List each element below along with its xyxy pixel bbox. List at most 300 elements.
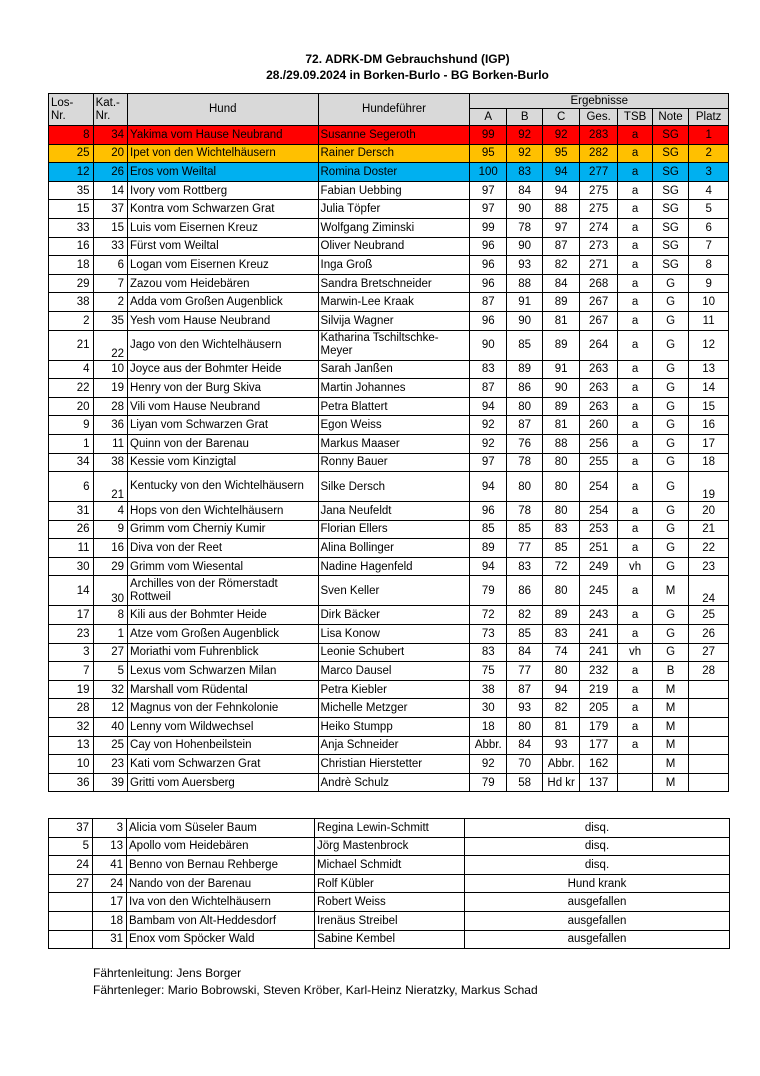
los-nr: 4 <box>49 360 94 379</box>
tsb: a <box>618 434 652 453</box>
hundefuehrer-name: Markus Maaser <box>318 434 470 453</box>
los-nr: 15 <box>49 200 94 219</box>
hundefuehrer-name: Dirk Bäcker <box>318 606 470 625</box>
header-kat: Kat.- Nr. <box>93 94 127 126</box>
score-a: 94 <box>470 397 506 416</box>
hund-name: Diva von der Reet <box>128 539 318 558</box>
score-a: 99 <box>470 126 506 145</box>
score-c: 85 <box>543 539 579 558</box>
table-row <box>49 606 729 625</box>
hund-name: Hops von den Wichtelhäusern <box>128 502 318 521</box>
tsb: a <box>618 163 652 182</box>
los-nr: 10 <box>49 755 94 774</box>
score-b: 85 <box>506 625 542 644</box>
score-b: 78 <box>506 502 542 521</box>
tsb: a <box>618 625 652 644</box>
tsb: a <box>618 606 652 625</box>
score-a: 87 <box>470 293 506 312</box>
score-total: 268 <box>579 274 618 293</box>
score-a: 95 <box>470 144 506 163</box>
score-c: 94 <box>543 163 579 182</box>
kat-nr: 31 <box>93 930 127 949</box>
note: M <box>652 773 688 792</box>
hundefuehrer-name: Marwin-Lee Kraak <box>318 293 470 312</box>
platz: 18 <box>689 453 729 472</box>
score-a: 97 <box>470 453 506 472</box>
note: G <box>652 557 688 576</box>
note: G <box>652 539 688 558</box>
score-a: Abbr. <box>470 736 506 755</box>
tsb: a <box>618 539 652 558</box>
note: G <box>652 416 688 435</box>
platz: 11 <box>689 311 729 330</box>
tsb: a <box>618 200 652 219</box>
tsb: a <box>618 472 652 502</box>
header-fuehrer: Hundeführer <box>318 94 470 126</box>
score-c: 80 <box>543 502 579 521</box>
platz <box>689 755 729 774</box>
hundefuehrer-name: Sandra Bretschneider <box>318 274 470 293</box>
hundefuehrer-name: Alina Bollinger <box>318 539 470 558</box>
score-a: 79 <box>470 576 506 606</box>
los-nr: 28 <box>49 699 94 718</box>
kat-nr: 17 <box>93 893 127 912</box>
kat-nr: 41 <box>93 856 127 875</box>
los-nr: 36 <box>49 773 94 792</box>
score-c: 89 <box>543 606 579 625</box>
score-c: Hd kr <box>543 773 579 792</box>
score-b: 86 <box>506 576 542 606</box>
platz <box>689 699 729 718</box>
platz <box>689 736 729 755</box>
hundefuehrer-name: Rainer Dersch <box>318 144 470 163</box>
score-c: 82 <box>543 256 579 275</box>
platz <box>689 718 729 737</box>
score-c: 94 <box>543 680 579 699</box>
score-b: 90 <box>506 237 542 256</box>
score-a: 96 <box>470 237 506 256</box>
hund-name: Bambam von Alt-Heddesdorf <box>127 911 315 930</box>
los-nr: 16 <box>49 237 94 256</box>
los-nr: 23 <box>49 625 94 644</box>
table-row <box>49 181 729 200</box>
table-row <box>49 520 729 539</box>
kat-nr: 14 <box>93 181 127 200</box>
hundefuehrer-name: Jana Neufeldt <box>318 502 470 521</box>
hund-name: Lenny vom Wildwechsel <box>128 718 318 737</box>
header-los: Los- Nr. <box>49 94 94 126</box>
note: G <box>652 330 688 360</box>
score-b: 91 <box>506 293 542 312</box>
tsb: a <box>618 662 652 681</box>
table-row <box>49 311 729 330</box>
page-title: 72. ADRK-DM Gebrauchshund (IGP) <box>305 52 510 66</box>
hundefuehrer-name: Wolfgang Ziminski <box>318 218 470 237</box>
table-row <box>49 680 729 699</box>
score-total: 205 <box>579 699 618 718</box>
score-a: 97 <box>470 200 506 219</box>
kat-nr: 8 <box>93 606 127 625</box>
los-nr: 38 <box>49 293 94 312</box>
footer-fahrtenleger: Fährtenleger: Mario Bobrowski, Steven Kröber, Karl-Heinz Nieratzky, Markus Schad <box>93 983 538 997</box>
score-total: 271 <box>579 256 618 275</box>
score-c: 81 <box>543 311 579 330</box>
score-total: 253 <box>579 520 618 539</box>
score-c: 95 <box>543 144 579 163</box>
table-row <box>49 699 729 718</box>
hundefuehrer-name: Inga Groß <box>318 256 470 275</box>
tsb: a <box>618 736 652 755</box>
score-total: 282 <box>579 144 618 163</box>
hundefuehrer-name: Irenäus Streibel <box>315 911 465 930</box>
header-tsb: TSB <box>618 109 652 126</box>
hund-name: Atze vom Großen Augenblick <box>128 625 318 644</box>
platz: 27 <box>689 643 729 662</box>
hund-name: Alicia vom Süseler Baum <box>127 819 315 838</box>
kat-nr: 38 <box>93 453 127 472</box>
kat-nr: 9 <box>93 520 127 539</box>
table-row <box>49 625 729 644</box>
hundefuehrer-name: Heiko Stumpp <box>318 718 470 737</box>
hundefuehrer-name: Sarah Janßen <box>318 360 470 379</box>
score-b: 58 <box>506 773 542 792</box>
score-b: 85 <box>506 520 542 539</box>
score-b: 84 <box>506 181 542 200</box>
kat-nr: 25 <box>93 736 127 755</box>
score-total: 243 <box>579 606 618 625</box>
score-b: 82 <box>506 606 542 625</box>
los-nr: 34 <box>49 453 94 472</box>
hund-name: Marshall vom Rüdental <box>128 680 318 699</box>
score-c: 88 <box>543 200 579 219</box>
platz: 14 <box>689 379 729 398</box>
kat-nr: 36 <box>93 416 127 435</box>
note: SG <box>652 144 688 163</box>
score-total: 254 <box>579 472 618 502</box>
footer-fahrtenleitung: Fährtenleitung: Jens Borger <box>93 966 242 980</box>
kat-nr: 16 <box>93 539 127 558</box>
hund-name: Eros vom Weiltal <box>128 163 318 182</box>
los-nr: 6 <box>49 472 94 502</box>
los-nr <box>49 930 93 949</box>
kat-nr: 11 <box>93 434 127 453</box>
los-nr: 35 <box>49 181 94 200</box>
los-nr: 18 <box>49 256 94 275</box>
score-total: 273 <box>579 237 618 256</box>
note: SG <box>652 256 688 275</box>
tsb: a <box>618 680 652 699</box>
status: disq. <box>465 819 730 838</box>
hund-name: Luis vom Eisernen Kreuz <box>128 218 318 237</box>
hund-name: Jago von den Wichtelhäusern <box>128 330 318 360</box>
platz: 25 <box>689 606 729 625</box>
platz: 16 <box>689 416 729 435</box>
kat-nr: 23 <box>93 755 127 774</box>
table-row <box>49 330 729 360</box>
score-c: 82 <box>543 699 579 718</box>
score-c: 94 <box>543 181 579 200</box>
score-a: 38 <box>470 680 506 699</box>
score-b: 93 <box>506 256 542 275</box>
platz: 7 <box>689 237 729 256</box>
hund-name: Ivory vom Rottberg <box>128 181 318 200</box>
score-total: 277 <box>579 163 618 182</box>
score-b: 85 <box>506 330 542 360</box>
platz: 8 <box>689 256 729 275</box>
table-row <box>49 911 730 930</box>
score-b: 78 <box>506 218 542 237</box>
hund-name: Logan vom Eisernen Kreuz <box>128 256 318 275</box>
hund-name: Iva von den Wichtelhäusern <box>127 893 315 912</box>
table-row <box>49 274 729 293</box>
note: G <box>652 397 688 416</box>
note: G <box>652 520 688 539</box>
platz: 22 <box>689 539 729 558</box>
hund-name: Magnus von der Fehnkolonie <box>128 699 318 718</box>
score-total: 179 <box>579 718 618 737</box>
score-total: 267 <box>579 293 618 312</box>
tsb: a <box>618 718 652 737</box>
kat-nr: 32 <box>93 680 127 699</box>
score-total: 274 <box>579 218 618 237</box>
kat-nr: 33 <box>93 237 127 256</box>
platz: 23 <box>689 557 729 576</box>
hund-name: Archilles von der Römerstadt Rottweil <box>128 576 318 606</box>
results-table <box>48 93 729 792</box>
status: ausgefallen <box>465 893 730 912</box>
platz: 15 <box>689 397 729 416</box>
score-b: 88 <box>506 274 542 293</box>
note: B <box>652 662 688 681</box>
los-nr: 8 <box>49 126 94 145</box>
table-row <box>49 819 730 838</box>
score-c: 89 <box>543 330 579 360</box>
kat-nr: 3 <box>93 819 127 838</box>
note: G <box>652 472 688 502</box>
hundefuehrer-name: Marco Dausel <box>318 662 470 681</box>
score-total: 251 <box>579 539 618 558</box>
score-total: 255 <box>579 453 618 472</box>
score-b: 92 <box>506 126 542 145</box>
los-nr: 31 <box>49 502 94 521</box>
score-a: 92 <box>470 434 506 453</box>
header-ges: Ges. <box>579 109 618 126</box>
los-nr: 33 <box>49 218 94 237</box>
score-a: 73 <box>470 625 506 644</box>
los-nr: 20 <box>49 397 94 416</box>
kat-nr: 7 <box>93 274 127 293</box>
score-b: 78 <box>506 453 542 472</box>
score-b: 80 <box>506 472 542 502</box>
los-nr <box>49 911 93 930</box>
hundefuehrer-name: Petra Blattert <box>318 397 470 416</box>
table-row <box>49 539 729 558</box>
los-nr: 11 <box>49 539 94 558</box>
header-c: C <box>543 109 579 126</box>
score-total: 263 <box>579 360 618 379</box>
hund-name: Joyce aus der Bohmter Heide <box>128 360 318 379</box>
hund-name: Gritti vom Auersberg <box>128 773 318 792</box>
score-b: 90 <box>506 200 542 219</box>
platz <box>689 680 729 699</box>
kat-nr: 15 <box>93 218 127 237</box>
status: ausgefallen <box>465 930 730 949</box>
kat-nr: 24 <box>93 874 127 893</box>
score-a: 94 <box>470 472 506 502</box>
tsb: a <box>618 126 652 145</box>
hundefuehrer-name: Michelle Metzger <box>318 699 470 718</box>
score-total: 249 <box>579 557 618 576</box>
table-row <box>49 643 729 662</box>
table-row <box>49 576 729 606</box>
kat-nr: 40 <box>93 718 127 737</box>
score-c: 92 <box>543 126 579 145</box>
kat-nr: 12 <box>93 699 127 718</box>
los-nr: 37 <box>49 819 93 838</box>
kat-nr: 19 <box>93 379 127 398</box>
score-b: 84 <box>506 736 542 755</box>
tsb: a <box>618 397 652 416</box>
hund-name: Lexus vom Schwarzen Milan <box>128 662 318 681</box>
los-nr: 30 <box>49 557 94 576</box>
los-nr: 25 <box>49 144 94 163</box>
score-b: 87 <box>506 416 542 435</box>
platz: 9 <box>689 274 729 293</box>
score-total: 275 <box>579 181 618 200</box>
hundefuehrer-name: Oliver Neubrand <box>318 237 470 256</box>
los-nr: 24 <box>49 856 93 875</box>
score-b: 83 <box>506 557 542 576</box>
table-row <box>49 472 729 502</box>
hundefuehrer-name: Silvija Wagner <box>318 311 470 330</box>
kat-nr: 5 <box>93 662 127 681</box>
score-c: 89 <box>543 397 579 416</box>
hundefuehrer-name: Michael Schmidt <box>315 856 465 875</box>
score-a: 100 <box>470 163 506 182</box>
score-b: 76 <box>506 434 542 453</box>
los-nr: 17 <box>49 606 94 625</box>
table-row <box>49 397 729 416</box>
hund-name: Benno von Bernau Rehberge <box>127 856 315 875</box>
score-a: 92 <box>470 416 506 435</box>
status: disq. <box>465 837 730 856</box>
los-nr <box>49 893 93 912</box>
status: Hund krank <box>465 874 730 893</box>
platz: 2 <box>689 144 729 163</box>
table-row <box>49 200 729 219</box>
platz: 10 <box>689 293 729 312</box>
kat-nr: 39 <box>93 773 127 792</box>
score-c: 84 <box>543 274 579 293</box>
hund-name: Moriathi vom Fuhrenblick <box>128 643 318 662</box>
note: G <box>652 360 688 379</box>
kat-nr: 30 <box>93 576 127 606</box>
kat-nr: 2 <box>93 293 127 312</box>
hundefuehrer-name: Regina Lewin-Schmitt <box>315 819 465 838</box>
score-a: 99 <box>470 218 506 237</box>
table-row <box>49 126 729 145</box>
hund-name: Fürst vom Weiltal <box>128 237 318 256</box>
table-row <box>49 773 729 792</box>
hund-name: Kati vom Schwarzen Grat <box>128 755 318 774</box>
table-row <box>49 293 729 312</box>
kat-nr: 18 <box>93 911 127 930</box>
los-nr: 21 <box>49 330 94 360</box>
note: M <box>652 718 688 737</box>
table-row <box>49 453 729 472</box>
score-a: 97 <box>470 181 506 200</box>
hund-name: Kili aus der Bohmter Heide <box>128 606 318 625</box>
score-a: 72 <box>470 606 506 625</box>
note: G <box>652 453 688 472</box>
note: SG <box>652 218 688 237</box>
score-total: 267 <box>579 311 618 330</box>
other-results-table <box>48 818 730 949</box>
note: M <box>652 680 688 699</box>
platz: 26 <box>689 625 729 644</box>
score-total: 263 <box>579 397 618 416</box>
hund-name: Zazou vom Heidebären <box>128 274 318 293</box>
note: SG <box>652 181 688 200</box>
score-b: 70 <box>506 755 542 774</box>
table-row <box>49 930 730 949</box>
hund-name: Quinn von der Barenau <box>128 434 318 453</box>
kat-nr: 6 <box>93 256 127 275</box>
score-c: 90 <box>543 379 579 398</box>
score-a: 96 <box>470 311 506 330</box>
note: G <box>652 625 688 644</box>
score-c: 88 <box>543 434 579 453</box>
tsb <box>618 755 652 774</box>
kat-nr: 10 <box>93 360 127 379</box>
score-c: 89 <box>543 293 579 312</box>
score-total: 283 <box>579 126 618 145</box>
platz: 20 <box>689 502 729 521</box>
tsb: a <box>618 144 652 163</box>
hund-name: Kontra vom Schwarzen Grat <box>128 200 318 219</box>
score-b: 86 <box>506 379 542 398</box>
platz: 4 <box>689 181 729 200</box>
platz: 6 <box>689 218 729 237</box>
los-nr: 32 <box>49 718 94 737</box>
tsb: a <box>618 379 652 398</box>
score-b: 90 <box>506 311 542 330</box>
table-row <box>49 163 729 182</box>
score-b: 84 <box>506 643 542 662</box>
score-c: 81 <box>543 416 579 435</box>
score-b: 77 <box>506 539 542 558</box>
table-row <box>49 557 729 576</box>
tsb: a <box>618 311 652 330</box>
los-nr: 9 <box>49 416 94 435</box>
hund-name: Vili vom Hause Neubrand <box>128 397 318 416</box>
tsb: a <box>618 576 652 606</box>
note: M <box>652 699 688 718</box>
note: G <box>652 274 688 293</box>
los-nr: 2 <box>49 311 94 330</box>
hund-name: Enox vom Spöcker Wald <box>127 930 315 949</box>
score-a: 79 <box>470 773 506 792</box>
hund-name: Kessie vom Kinzigtal <box>128 453 318 472</box>
score-total: 137 <box>579 773 618 792</box>
hundefuehrer-name: Silke Dersch <box>318 472 470 502</box>
los-nr: 26 <box>49 520 94 539</box>
hund-name: Yesh vom Hause Neubrand <box>128 311 318 330</box>
tsb: vh <box>618 643 652 662</box>
note: M <box>652 576 688 606</box>
hundefuehrer-name: Florian Ellers <box>318 520 470 539</box>
kat-nr: 37 <box>93 200 127 219</box>
